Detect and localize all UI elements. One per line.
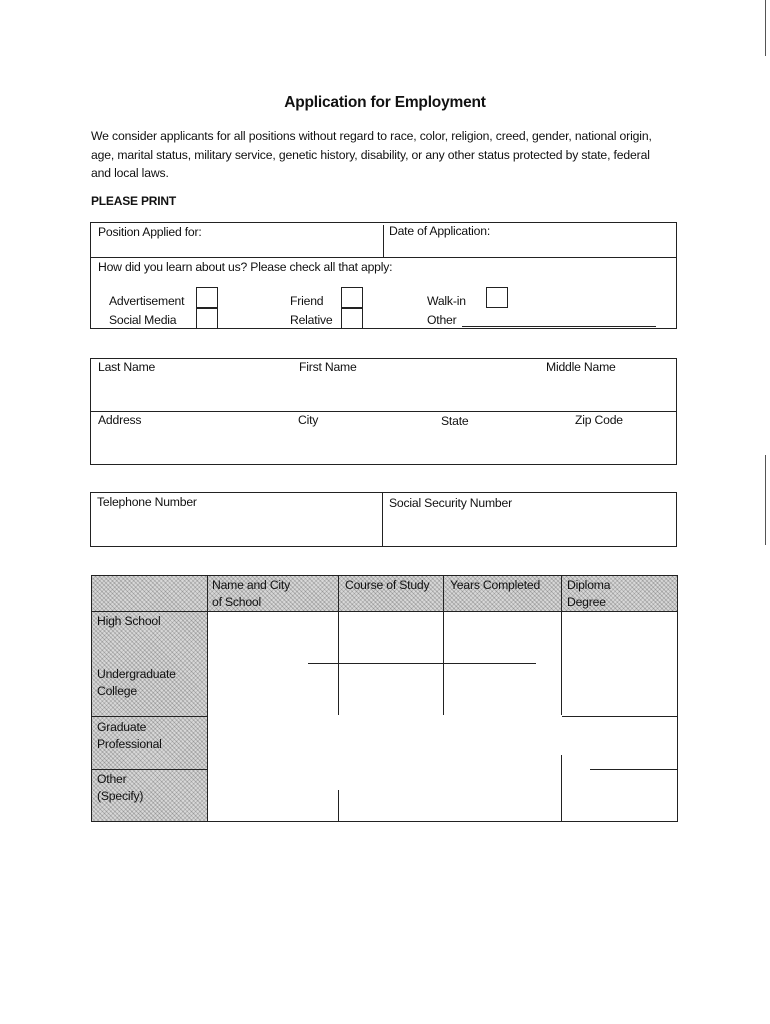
eeo-statement: We consider applicants for all positions without regard to race, color, religion, creed, gender, national origin, age, marital status, military service, genetic history, disability, or any other status protected by state, federal and local laws. — [91, 129, 652, 180]
row-header-graduate-line2: Professional — [97, 737, 162, 751]
address-field[interactable]: Address — [98, 413, 142, 427]
divider — [383, 225, 384, 257]
other-write-in-line[interactable] — [462, 326, 656, 327]
row-header-undergraduate — [97, 666, 176, 700]
social-media-label: Social Media — [109, 313, 177, 327]
table-border — [91, 769, 207, 770]
row-header-high-school: High School — [97, 614, 161, 628]
relative-checkbox[interactable] — [341, 308, 363, 329]
relative-label: Relative — [290, 313, 333, 327]
education-cell[interactable] — [339, 612, 443, 663]
col-header-diploma-line2: Degree — [567, 595, 606, 609]
col-header-diploma-line1: Diploma — [567, 578, 611, 592]
col-header-name-city — [212, 577, 290, 611]
table-border — [91, 575, 92, 822]
first-name-field[interactable]: First Name — [299, 360, 357, 374]
please-print-label: PLEASE PRINT — [91, 194, 176, 208]
row-header-other — [97, 771, 143, 805]
row-header-graduate — [97, 719, 162, 753]
divider — [382, 492, 383, 547]
table-border — [590, 769, 678, 770]
other-label: Other — [427, 313, 457, 327]
education-cell[interactable] — [444, 612, 561, 663]
col-header-name-city-line2: of School — [212, 595, 262, 609]
table-border — [91, 575, 678, 576]
education-cell[interactable] — [562, 612, 677, 663]
table-border — [562, 716, 678, 717]
state-field[interactable]: State — [441, 414, 469, 428]
walk-in-label: Walk-in — [427, 294, 466, 308]
social-media-checkbox[interactable] — [196, 308, 218, 329]
table-border — [561, 755, 562, 821]
page-title: Application for Employment — [284, 94, 486, 111]
city-field[interactable]: City — [298, 413, 319, 427]
learn-about-us-label: How did you learn about us? Please check all that apply: — [98, 260, 393, 274]
divider — [90, 411, 677, 412]
telephone-field[interactable]: Telephone Number — [97, 495, 197, 509]
row-header-undergraduate-line2: College — [97, 684, 137, 698]
position-applied-field[interactable]: Position Applied for: — [98, 225, 202, 239]
table-border — [677, 575, 678, 822]
table-border — [91, 716, 207, 717]
friend-label: Friend — [290, 294, 324, 308]
col-header-years: Years Completed — [450, 578, 541, 592]
row-header-other-line1: Other — [97, 772, 127, 786]
education-cell[interactable] — [208, 612, 338, 663]
col-header-diploma — [567, 577, 610, 611]
row-header-graduate-line1: Graduate — [97, 720, 147, 734]
row-header-other-line2: (Specify) — [97, 789, 144, 803]
col-header-name-city-line1: Name and City — [212, 578, 291, 592]
date-of-application-field[interactable]: Date of Application: — [389, 224, 491, 238]
table-border — [91, 821, 678, 822]
advertisement-checkbox[interactable] — [196, 287, 218, 308]
scan-edge-mark — [765, 455, 766, 545]
table-border — [338, 790, 339, 822]
friend-checkbox[interactable] — [341, 287, 363, 308]
ssn-field[interactable]: Social Security Number — [389, 496, 512, 510]
row-header-undergraduate-line1: Undergraduate — [97, 667, 176, 681]
zip-code-field[interactable]: Zip Code — [575, 413, 623, 427]
middle-name-field[interactable]: Middle Name — [546, 360, 616, 374]
last-name-field[interactable]: Last Name — [98, 360, 156, 374]
scan-edge-mark — [765, 0, 766, 56]
divider — [90, 257, 677, 258]
advertisement-label: Advertisement — [109, 294, 185, 308]
walk-in-checkbox[interactable] — [486, 287, 508, 308]
col-header-course: Course of Study — [345, 578, 430, 592]
table-border — [308, 663, 536, 664]
